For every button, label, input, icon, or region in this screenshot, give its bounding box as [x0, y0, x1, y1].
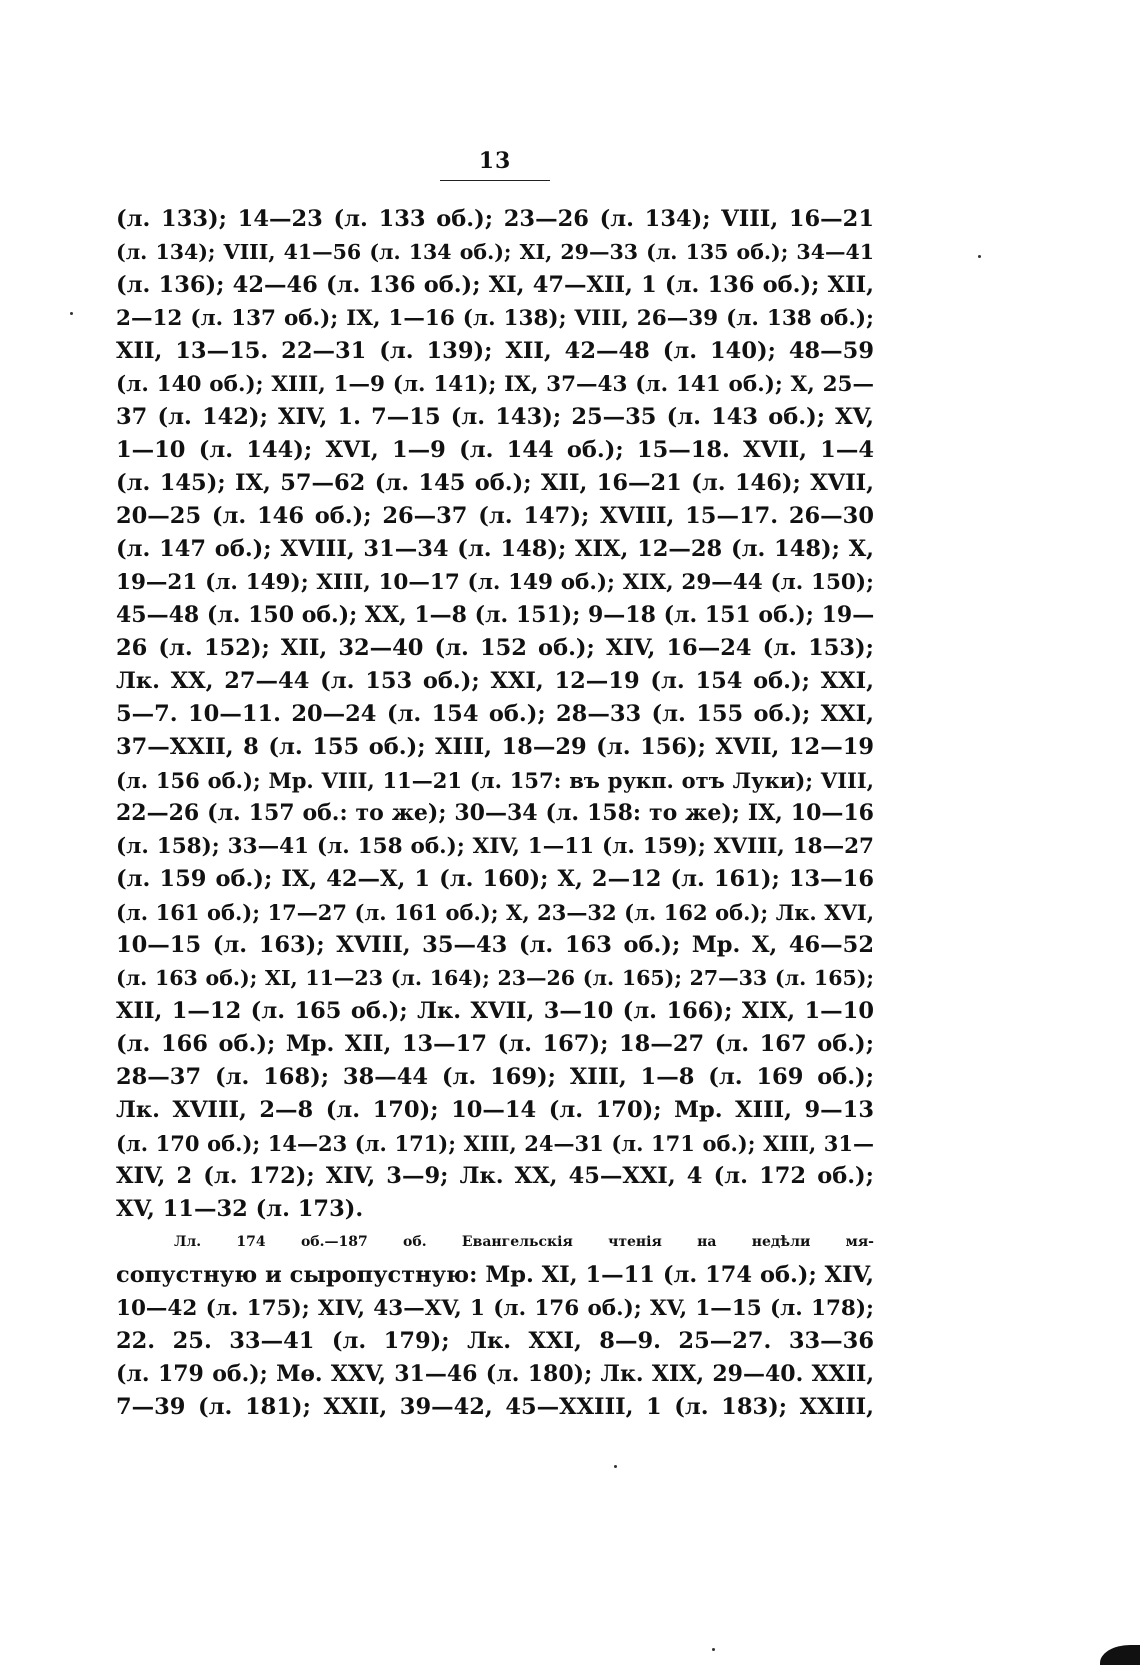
text-line: 22—26 (л. 157 об.: то же); 30—34 (л. 158: то же); IX, 10—16: [116, 800, 874, 826]
text-line: (л. 170 об.); 14—23 (л. 171); XIII, 24—31 (л. 171 об.); XIII, 31—: [116, 1131, 874, 1156]
text-line: Лк. XVIII, 2—8 (л. 170); 10—14 (л. 170); Мр. XIII, 9—13: [116, 1097, 874, 1123]
text-line: 10—15 (л. 163); XVIII, 35—43 (л. 163 об.); Мр. X, 46—52: [116, 932, 874, 958]
text-line: 45—48 (л. 150 об.); XX, 1—8 (л. 151); 9—18 (л. 151 об.); 19—: [116, 602, 875, 628]
text-line: 7—39 (л. 181); XXII, 39—42, 45—XXIII, 1 (л. 183); XXIII,: [116, 1394, 874, 1420]
text-line: 5—7. 10—11. 20—24 (л. 154 об.); 28—33 (л. 155 об.); XXI,: [116, 701, 874, 727]
text-line: XII, 13—15. 22—31 (л. 139); XII, 42—48 (л. 140); 48—59: [116, 338, 874, 364]
text-line: 2—12 (л. 137 об.); IX, 1—16 (л. 138); VIII, 26—39 (л. 138 об.);: [116, 306, 874, 331]
text-line: 19—21 (л. 149); XIII, 10—17 (л. 149 об.); XIX, 29—44 (л. 150);: [116, 570, 874, 595]
scan-speck: [70, 312, 73, 315]
text-line: 37—XXII, 8 (л. 155 об.); XIII, 18—29 (л. 156); XVII, 12—19: [116, 734, 874, 760]
page-number-rule: [440, 180, 550, 181]
text-line: (л. 156 об.); Мр. VIII, 11—21 (л. 157: въ рукп. отъ Луки); VIII,: [116, 768, 874, 793]
text-line: XIV, 2 (л. 172); XIV, 3—9; Лк. XX, 45—XXI, 4 (л. 172 об.);: [116, 1163, 874, 1189]
text-line: (л. 136); 42—46 (л. 136 об.); XI, 47—XII, 1 (л. 136 об.); XII,: [116, 272, 874, 298]
text-line: (л. 159 об.); IX, 42—X, 1 (л. 160); X, 2—12 (л. 161); 13—16: [116, 866, 874, 892]
scan-corner-mark: [1100, 1645, 1140, 1665]
text-line: сопустную и сыропустную: Мр. XI, 1—11 (л. 174 об.); XIV,: [116, 1262, 874, 1288]
text-line: (л. 133); 14—23 (л. 133 об.); 23—26 (л. 134); VIII, 16—21: [116, 206, 874, 232]
text-line: (л. 161 об.); 17—27 (л. 161 об.); X, 23—32 (л. 162 об.); Лк. XVI,: [116, 900, 874, 925]
text-line: 26 (л. 152); XII, 32—40 (л. 152 об.); XIV, 16—24 (л. 153);: [116, 635, 874, 661]
text-line: 1—10 (л. 144); XVI, 1—9 (л. 144 об.); 15—18. XVII, 1—4: [116, 437, 874, 463]
text-line: (л. 140 об.); XIII, 1—9 (л. 141); IX, 37—43 (л. 141 об.); X, 25—: [116, 372, 874, 397]
text-line: (л. 166 об.); Мр. XII, 13—17 (л. 167); 18—27 (л. 167 об.);: [116, 1031, 874, 1057]
text-line: 22. 25. 33—41 (л. 179); Лк. XXI, 8—9. 25—27. 33—36: [116, 1328, 874, 1354]
scan-speck: [614, 1465, 617, 1468]
text-line: 37 (л. 142); XIV, 1. 7—15 (л. 143); 25—35 (л. 143 об.); XV,: [116, 404, 874, 430]
text-line: 20—25 (л. 146 об.); 26—37 (л. 147); XVIII, 15—17. 26—30: [116, 503, 874, 529]
text-line: Лк. XX, 27—44 (л. 153 об.); XXI, 12—19 (л. 154 об.); XXI,: [116, 668, 874, 694]
text-line: (л. 134); VIII, 41—56 (л. 134 об.); XI, 29—33 (л. 135 об.); 34—41: [116, 240, 874, 264]
text-line: (л. 147 об.); XVIII, 31—34 (л. 148); XIX, 12—28 (л. 148); X,: [116, 536, 874, 562]
scan-speck: [978, 255, 981, 258]
text-line: (л. 145); IX, 57—62 (л. 145 об.); XII, 16—21 (л. 146); XVII,: [116, 470, 874, 496]
page-number: 13: [478, 148, 512, 174]
text-line: (л. 163 об.); XI, 11—23 (л. 164); 23—26 (л. 165); 27—33 (л. 165);: [116, 966, 874, 990]
text-line: Лл. 174 об.—187 об. Евангельскія чтенія на недѣли мя-: [174, 1234, 874, 1250]
text-line: 10—42 (л. 175); XIV, 43—XV, 1 (л. 176 об.); XV, 1—15 (л. 178);: [116, 1296, 874, 1321]
text-line: (л. 158); 33—41 (л. 158 об.); XIV, 1—11 (л. 159); XVIII, 18—27: [116, 834, 874, 859]
text-line: (л. 179 об.); Мѳ. XXV, 31—46 (л. 180); Лк. XIX, 29—40. XXII,: [116, 1361, 874, 1387]
text-line: XV, 11—32 (л. 173).: [116, 1196, 364, 1222]
text-line: XII, 1—12 (л. 165 об.); Лк. XVII, 3—10 (л. 166); XIX, 1—10: [116, 998, 874, 1024]
text-line: 28—37 (л. 168); 38—44 (л. 169); XIII, 1—8 (л. 169 об.);: [116, 1064, 874, 1090]
body-text: [116, 203, 874, 1424]
scan-speck: [712, 1648, 715, 1651]
